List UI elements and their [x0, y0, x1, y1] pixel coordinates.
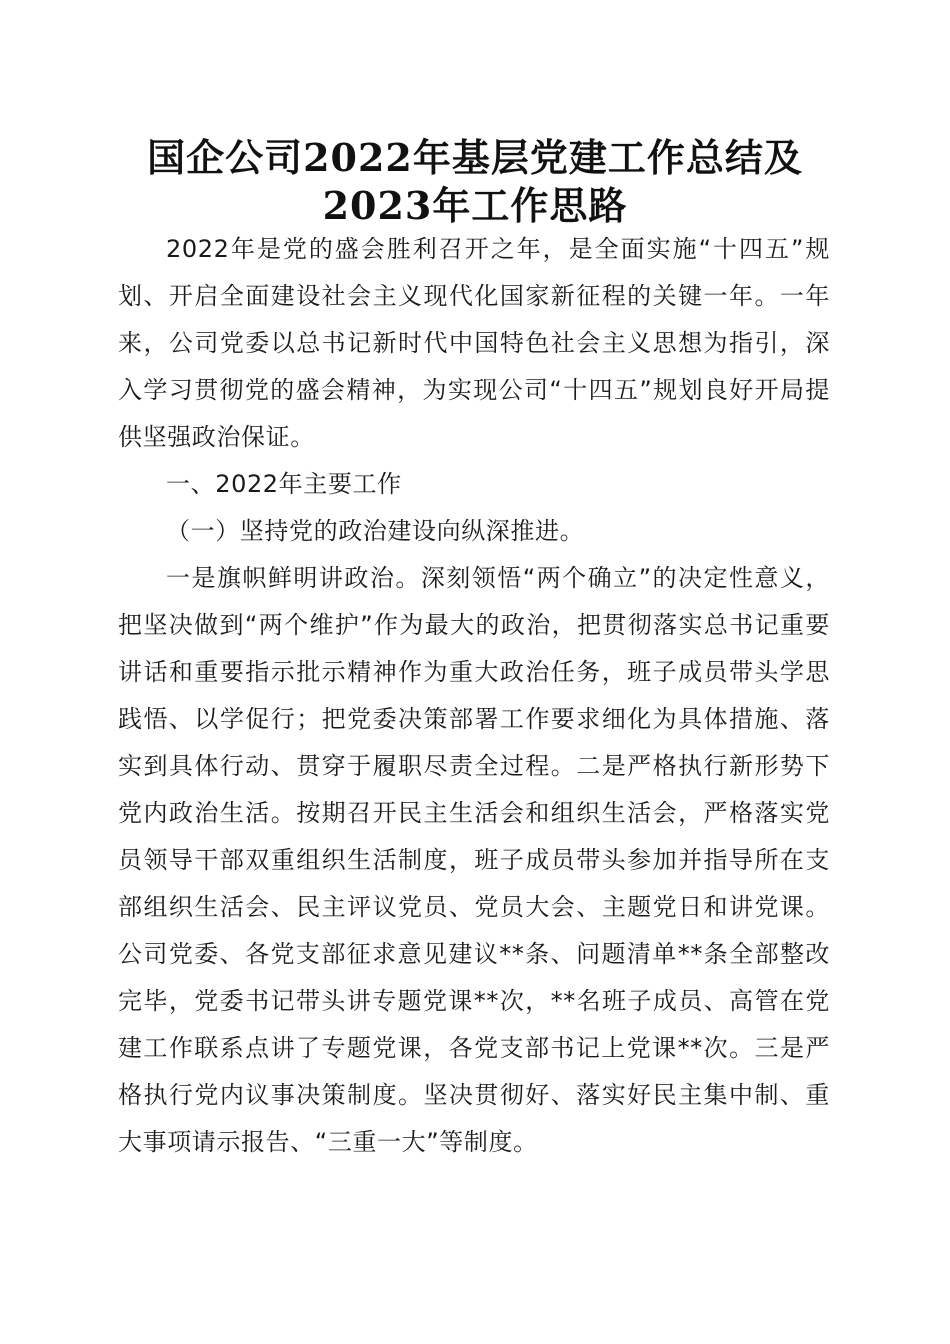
- document-title: 国企公司2022年基层党建工作总结及2023年工作思路: [147, 135, 803, 228]
- section-heading: 一、2022年主要工作: [166, 470, 402, 498]
- subsection-heading: （一）坚持党的政治建设向纵深推进。: [166, 517, 585, 545]
- intro-paragraph: 2022年是党的盛会胜利召开之年，是全面实施“十四五”规划、开启全面建设社会主义现代化国家新征程的关键一年。一年来，公司党委以总书记新时代中国特色社会主义思想为指引，深入学习贯彻党的盛会精神，为实现公司“十四五”规划良好开局提供坚强政治保证。: [118, 235, 830, 451]
- body-paragraph: 一是旗帜鲜明讲政治。深刻领悟“两个确立”的决定性意义，把坚决做到“两个维护”作为最大的政治，把贯彻落实总书记重要讲话和重要指示批示精神作为重大政治任务，班子成员带头学思践悟、以学促行；把党委决策部署工作要求细化为具体措施、落实到具体行动、贯穿于履职尽责全过程。二是严格执行新形势下党内政治生活。按期召开民主生活会和组织生活会，严格落实党员领导干部双重组织生活制度，班子成员带头参加并指导所在支部组织生活会、民主评议党员、党员大会、主题党日和讲党课。公司党委、各党支部征求意见建议**条、问题清单**条全部整改完毕，党委书记带头讲专题党课**次，**名班子成员、高管在党建工作联系点讲了专题党课，各党支部书记上党课**次。三是严格执行党内议事决策制度。坚决贯彻好、落实好民主集中制、重大事项请示报告、“三重一大”等制度。: [118, 564, 830, 1156]
- document-body: [118, 226, 830, 1166]
